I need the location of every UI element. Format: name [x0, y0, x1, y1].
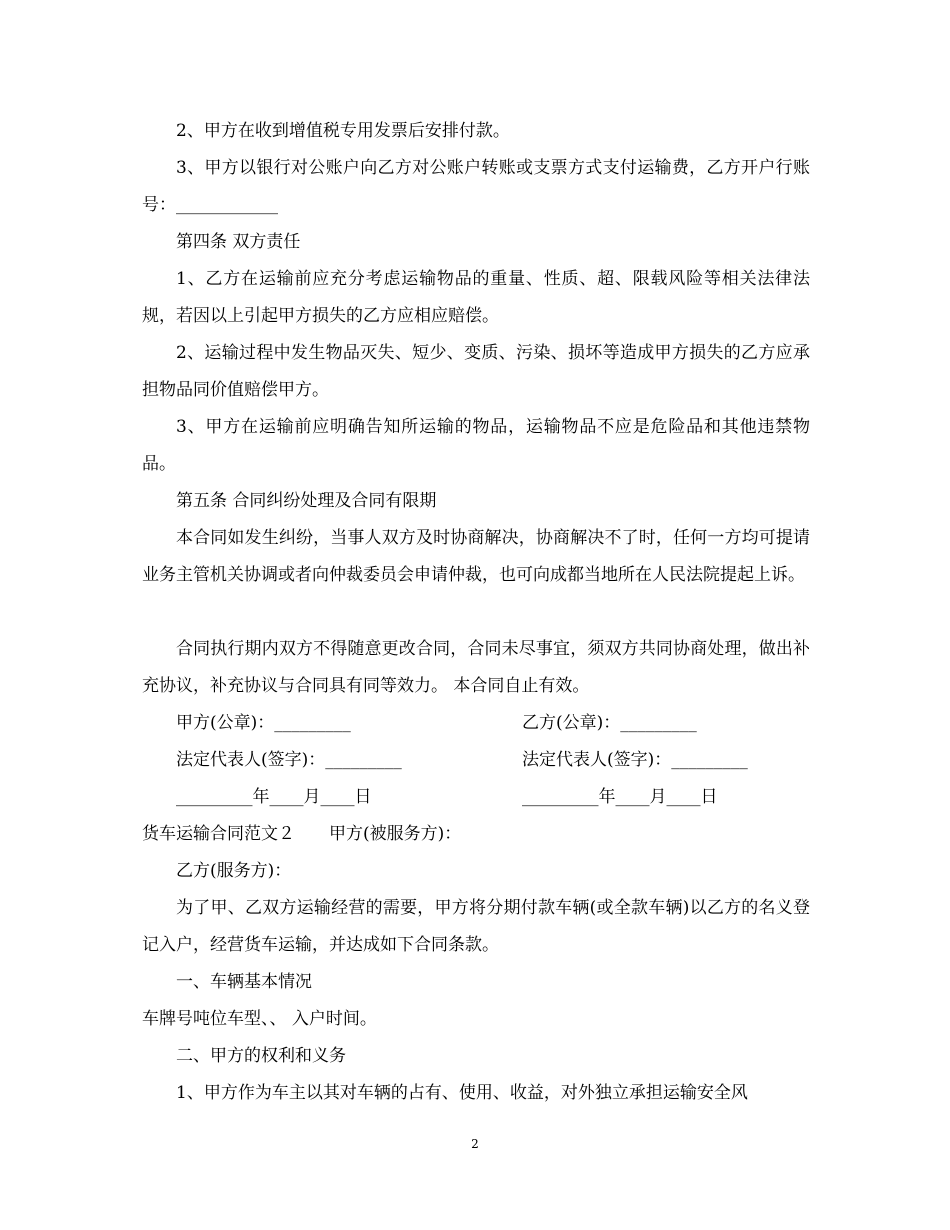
party-b-representative: 法定代表人(签字)：_________	[522, 750, 748, 770]
section-1-heading: 一、车辆基本情况	[176, 972, 312, 992]
payment-clause-3: 3、甲方以银行对公账户向乙方对公账户转账或支票方式支付运输费，乙方开户行账号：____________	[142, 158, 810, 215]
second-contract-party-b: 乙方(服务方)：	[176, 861, 292, 881]
party-a-seal: 甲方(公章)：_________	[176, 713, 351, 733]
article-4-heading: 第四条 双方责任	[176, 232, 301, 252]
party-a-date: _________年____月____日	[176, 787, 372, 807]
responsibility-clause-2: 2、运输过程中发生物品灭失、短少、变质、污染、损坏等造成甲方损失的乙方应承担物品同价值赔偿甲方。	[142, 343, 810, 400]
amendment-clause: 合同执行期内双方不得随意更改合同，合同未尽事宜，须双方共同协商处理，做出补充协议，补充协议与合同具有同等效力。 本合同自止有效。	[142, 639, 810, 696]
second-contract-title: 货车运输合同范文２ 甲方(被服务方)：	[142, 824, 462, 844]
party-b-seal: 乙方(公章)：_________	[522, 713, 697, 733]
responsibility-clause-1: 1、乙方在运输前应充分考虑运输物品的重量、性质、超、限载风险等相关法律法规，若因以上引起甲方损失的乙方应相应赔偿。	[142, 269, 810, 326]
responsibility-clause-3: 3、甲方在运输前应明确告知所运输的物品，运输物品不应是危险品和其他违禁物品。	[142, 417, 810, 474]
party-a-representative: 法定代表人(签字)：_________	[176, 750, 402, 770]
second-contract-preamble: 为了甲、乙双方运输经营的需要，甲方将分期付款车辆(或全款车辆)以乙方的名义登记入户，经营货车运输，并达成如下合同条款。	[142, 898, 810, 955]
party-a-rights-clause-1: 1、甲方作为车主以其对车辆的占有、使用、收益，对外独立承担运输安全风	[176, 1083, 748, 1103]
article-5-heading: 第五条 合同纠纷处理及合同有限期	[176, 491, 437, 511]
dispute-clause: 本合同如发生纠纷，当事人双方及时协商解决，协商解决不了时，任何一方均可提请业务主管机关协调或者向仲裁委员会申请仲裁，也可向成都当地所在人民法院提起上诉。	[142, 528, 810, 585]
section-2-heading: 二、甲方的权利和义务	[176, 1046, 346, 1066]
party-b-date: _________年____月____日	[522, 787, 718, 807]
vehicle-info-line: 车牌号吨位车型、、 入户时间。	[142, 1009, 377, 1029]
payment-clause-2: 2、甲方在收到增值税专用发票后安排付款。	[176, 121, 510, 141]
page-number: 2	[471, 1137, 479, 1151]
